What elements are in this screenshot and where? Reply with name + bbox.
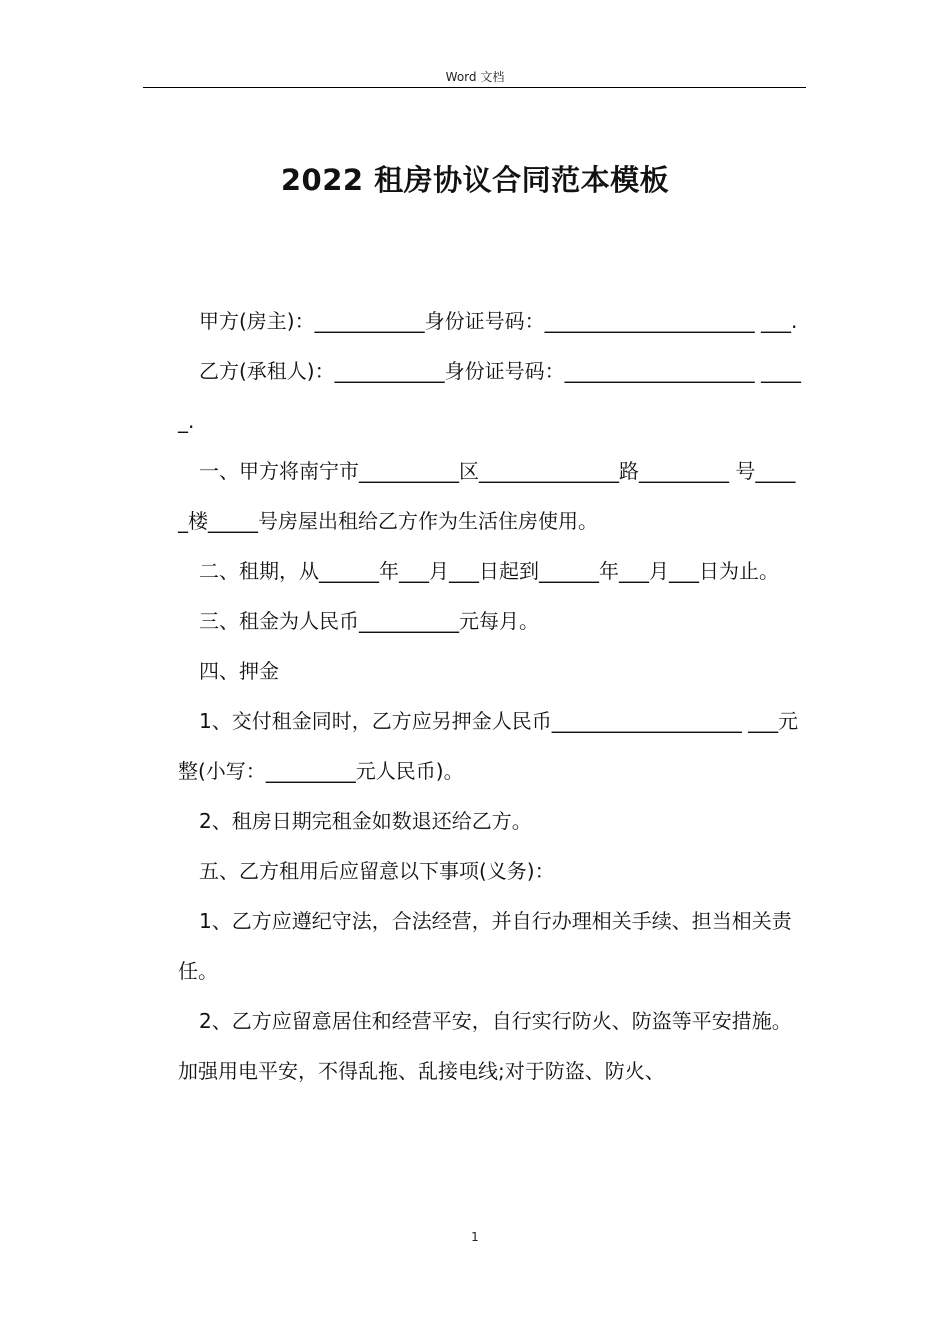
paragraph-clause-5-item-1: 1、乙方应遵纪守法，合法经营，并自行办理相关手续、担当相关责任。 (178, 909, 792, 983)
page-header: Word 文档 (445, 70, 505, 84)
paragraph-clause-5-item-2: 2、乙方应留意居住和经营平安，自行实行防火、防盗等平安措施。加强用电平安，不得乱拖、乱接电线;对于防盗、防火、 (178, 1009, 792, 1083)
paragraph-clause-1: 一、甲方将南宁市__________区______________路_________ 号_____楼_____号房屋出租给乙方作为生活住房使用。 (178, 459, 796, 533)
paragraph-clause-4: 四、押金 (199, 659, 279, 683)
paragraph-clause-2: 二、租期，从______年___月___日起到______年___月___日为止。 (199, 559, 779, 583)
paragraph-party-a: 甲方(房主)：___________身份证号码：_____________________ ___. (199, 309, 798, 333)
paragraph-clause-4-item-1: 1、交付租金同时，乙方应另押金人民币___________________ ___元整(小写：_________元人民币)。 (178, 709, 799, 783)
header-divider (143, 87, 806, 88)
document-title: 2022 租房协议合同范本模板 (280, 163, 670, 197)
paragraph-clause-5: 五、乙方租用后应留意以下事项(义务)： (199, 859, 555, 883)
paragraph-clause-4-item-2: 2、租房日期完租金如数退还给乙方。 (199, 809, 532, 833)
document-body (178, 296, 802, 1096)
page-number: 1 (471, 1230, 479, 1244)
paragraph-clause-3: 三、租金为人民币__________元每月。 (199, 609, 539, 633)
paragraph-party-b: 乙方(承租人)：___________身份证号码：___________________ _____. (178, 359, 801, 433)
